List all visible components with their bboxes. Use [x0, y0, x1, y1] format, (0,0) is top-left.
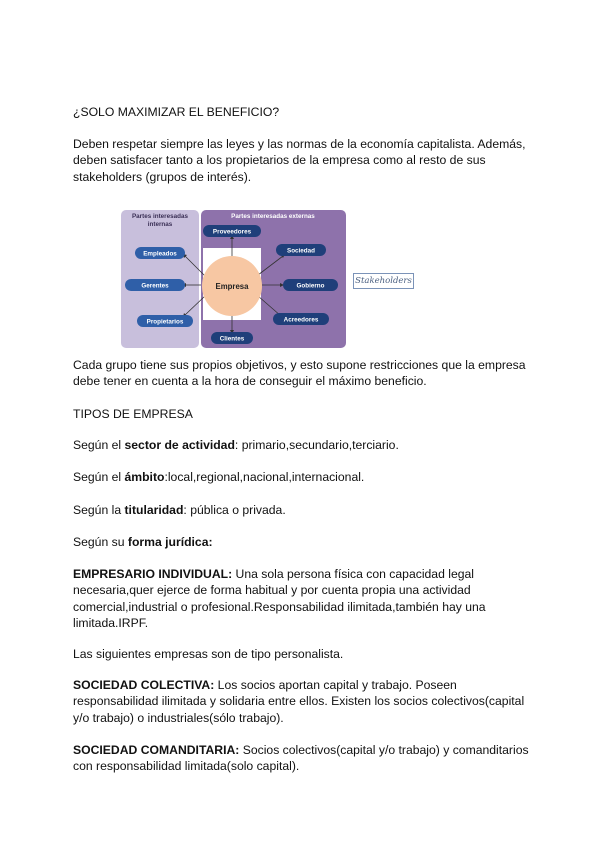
pill-acreedores	[273, 313, 329, 325]
pill-empleados	[135, 247, 185, 259]
external-title: Partes interesadas externas	[231, 213, 315, 220]
groups-paragraph: Cada grupo tiene sus propios objetivos, y esto supone restricciones que la empresa debe tener en cuenta a la hora de conseguir el máximo beneficio.	[73, 358, 526, 389]
pill-gobierno	[283, 279, 338, 291]
stakeholders-svg	[121, 208, 346, 348]
svg-text:Acreedores: Acreedores	[283, 316, 319, 324]
center-label: Empresa	[215, 282, 249, 291]
pill-propietarios	[137, 315, 193, 327]
svg-text:Gobierno: Gobierno	[296, 282, 325, 290]
svg-text:Sociedad: Sociedad	[287, 247, 315, 255]
internal-title-line1: Partes interesadas	[131, 213, 189, 220]
svg-text:Propietarios: Propietarios	[146, 318, 184, 326]
comanditaria-paragraph: SOCIEDAD COMANDITARIA: Socios colectivos(capital y/o trabajo) y comanditarios con responsabilidad limitada(solo capital).	[73, 743, 529, 774]
svg-text:Empleados: Empleados	[143, 250, 177, 258]
forma-line: Según su forma jurídica:	[73, 535, 213, 549]
pill-proveedores	[203, 225, 261, 237]
svg-text:Clientes: Clientes	[219, 335, 245, 343]
empresario-paragraph: EMPRESARIO INDIVIDUAL: Una sola persona física con capacidad legal necesaria,quer ejerce de forma habitual y por cuenta propia una actividad comercial,industrial o profesional.Responsabilidad ilimitada,también hay una limitada.IRPF.	[73, 567, 486, 631]
pill-sociedad	[276, 244, 326, 256]
svg-text:Proveedores: Proveedores	[212, 228, 252, 236]
pill-clientes	[211, 332, 253, 344]
ambito-line: Según el ámbito:local,regional,nacional,internacional.	[73, 470, 365, 484]
personalista-line: Las siguientes empresas son de tipo personalista.	[73, 647, 344, 661]
colectiva-paragraph: SOCIEDAD COLECTIVA: Los socios aportan capital y trabajo. Poseen responsabilidad ilimitada y solidaria entre ellos. Existen los socios colectivos(capital y/o trabajo) o industriales(sólo trabajo).	[73, 678, 525, 725]
titularidad-line: Según la titularidad: pública o privada.	[73, 503, 286, 517]
svg-text:Gerentes: Gerentes	[141, 282, 169, 290]
stakeholders-diagram	[121, 208, 346, 348]
stakeholders-caption: Stakeholders	[353, 273, 414, 289]
intro-paragraph: Deben respetar siempre las leyes y las normas de la economía capitalista. Además, deben satisfacer tanto a los propietarios de la empresa como al resto de sus stakeholders (grupos de interés).	[73, 137, 526, 184]
internal-title-line2: internas	[147, 221, 173, 228]
section-heading: ¿SOLO MAXIMIZAR EL BENEFICIO?	[73, 105, 280, 119]
tipos-heading: TIPOS DE EMPRESA	[73, 407, 193, 421]
sector-line: Según el sector de actividad: primario,secundario,terciario.	[73, 438, 399, 452]
pill-gerentes	[125, 279, 185, 291]
